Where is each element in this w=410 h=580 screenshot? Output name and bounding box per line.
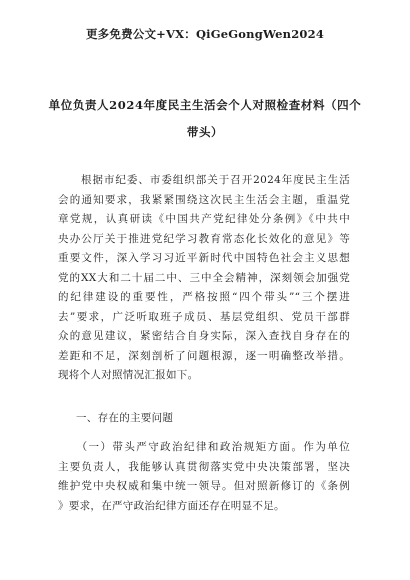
document-title-line-2: 带头） <box>186 125 224 139</box>
paragraph-line: 章党规，认真研读《中国共产党纪律处分条例》《中共中 <box>58 213 350 225</box>
document-title-line-1: 单位负责人2024年度民主生活会个人对照检查材料（四个 <box>48 98 362 112</box>
paragraph-line: 众的意见建议，紧密结合自身实际，深入查找自身存在的 <box>58 330 350 342</box>
paragraph-line: 现将个人对照情况汇报如下。 <box>58 369 199 381</box>
paragraph-line: 重要文件，深入学习习近平新时代中国特色社会主义思想 <box>58 252 350 264</box>
document-header: 更多免费公文+VX：QiGeGongWen2024 <box>85 27 325 41</box>
paragraph-line: 根据市纪委、市委组织部关于召开2024年度民主生活 <box>58 174 350 186</box>
paragraph-line: 会的通知要求，我紧紧围绕这次民主生活会主题，重温党 <box>58 193 350 206</box>
paragraph-line: 去”要求，广泛听取班子成员、基层党组织、党员干部群 <box>58 310 350 323</box>
paragraph-line: 维护党中央权威和集中统一领导。但对照新修订的《条例 <box>58 480 350 492</box>
intro-paragraph <box>58 171 350 386</box>
paragraph-line: 差距和不足，深刻剖析了问题根源，逐一明确整改举措。 <box>58 349 350 362</box>
paragraph-line: （一）带头严守政治纪律和政治规矩方面。作为单位 <box>58 441 350 453</box>
paragraph-line: 党的XX大和二十届二中、三中全会精神，深刻领会加强党 <box>58 271 350 284</box>
paragraph-line: 央办公厅关于推进党纪学习教育常态化长效化的意见》等 <box>58 232 350 245</box>
paragraph-line: 的纪律建设的重要性，严格按照“四个带头”“三个摆进 <box>58 291 350 303</box>
paragraph-line: 》要求，在严守政治纪律方面还存在明显不足。 <box>58 499 285 512</box>
section-paragraph <box>58 438 350 516</box>
section-heading: 一、存在的主要问题 <box>76 412 174 424</box>
paragraph-line: 主要负责人，我能够认真贯彻落实党中央决策部署，坚决 <box>58 460 350 473</box>
